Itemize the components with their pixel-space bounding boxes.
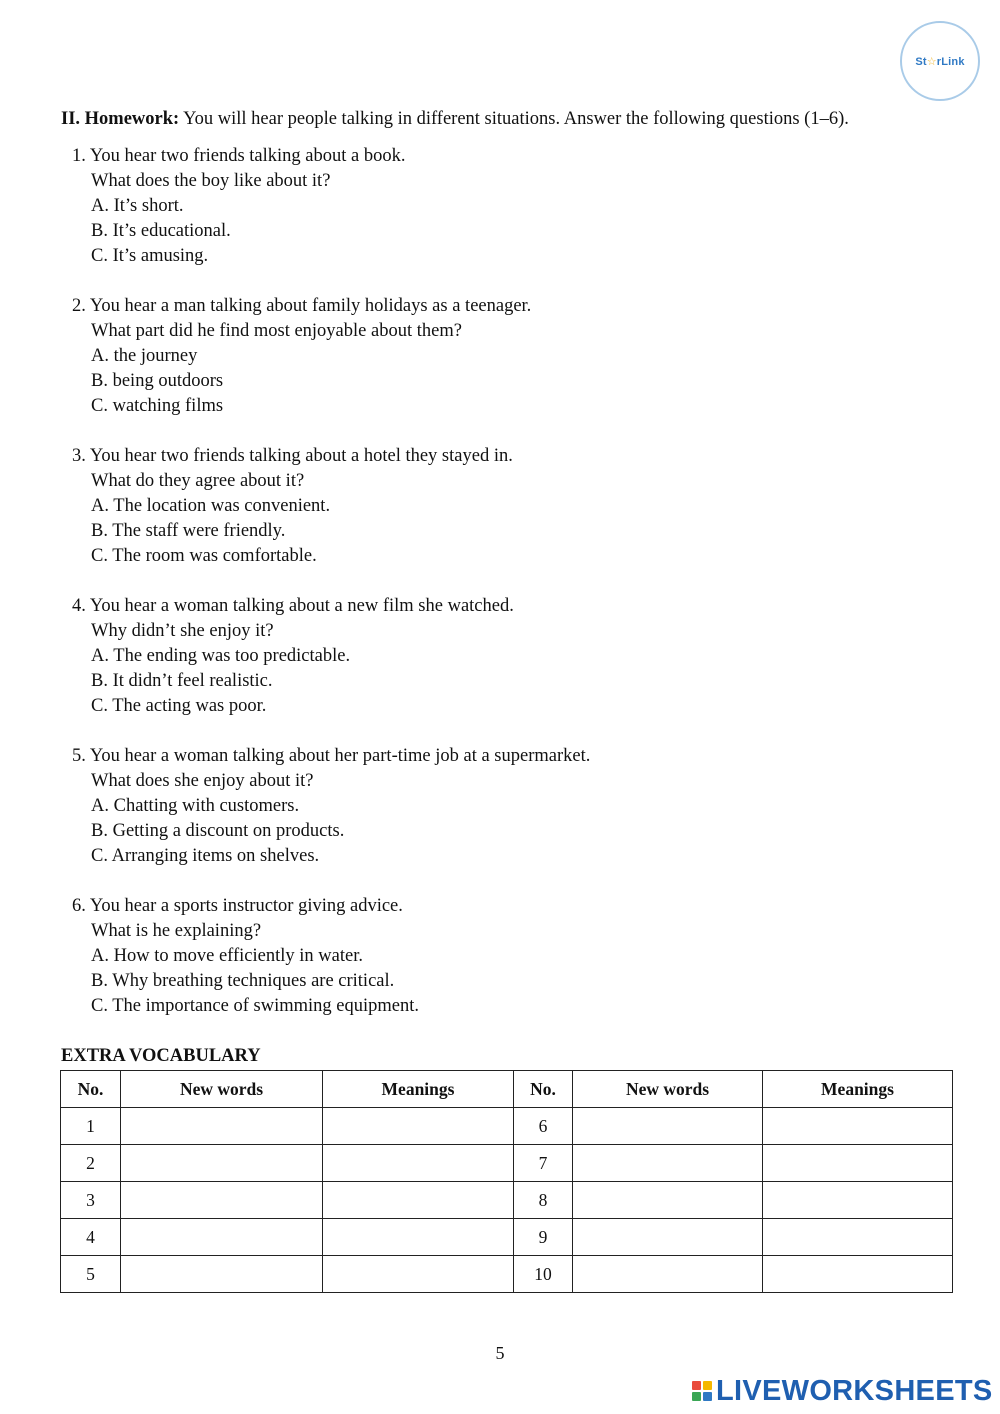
new-word-cell[interactable]: [121, 1108, 323, 1145]
row-number: 9: [514, 1219, 573, 1256]
new-word-cell[interactable]: [121, 1256, 323, 1293]
liveworksheets-logo[interactable]: [692, 1376, 993, 1406]
meaning-cell[interactable]: [763, 1256, 953, 1293]
question-2: [72, 294, 932, 419]
question-6: [72, 894, 932, 1019]
meaning-cell[interactable]: [323, 1219, 514, 1256]
column-header: Meanings: [763, 1071, 953, 1108]
answer-option[interactable]: C. It’s amusing.: [91, 246, 209, 266]
answer-option[interactable]: C. The importance of swimming equipment.: [91, 996, 419, 1016]
color-square: [692, 1381, 701, 1390]
answer-option[interactable]: B. The staff were friendly.: [91, 521, 286, 541]
answer-option[interactable]: A. How to move efficiently in water.: [91, 946, 363, 966]
answer-option[interactable]: A. the journey: [91, 346, 198, 366]
column-header: No.: [514, 1071, 573, 1108]
column-header: New words: [121, 1071, 323, 1108]
question-prompt: 6. You hear a sports instructor giving advice.: [72, 896, 403, 916]
meaning-cell[interactable]: [323, 1182, 514, 1219]
question-prompt: 3. You hear two friends talking about a hotel they stayed in.: [72, 446, 513, 466]
color-square: [703, 1381, 712, 1390]
new-word-cell[interactable]: [573, 1108, 763, 1145]
question-prompt: 2. You hear a man talking about family holidays as a teenager.: [72, 296, 532, 316]
liveworksheets-wordmark: LIVEWORKSHEETS: [716, 1375, 993, 1407]
row-number: 6: [514, 1108, 573, 1145]
answer-option[interactable]: B. Why breathing techniques are critical.: [91, 971, 395, 991]
question-prompt: 5. You hear a woman talking about her part-time job at a supermarket.: [72, 746, 591, 766]
question-3: [72, 444, 932, 569]
question-text: What does she enjoy about it?: [91, 771, 314, 791]
answer-option[interactable]: B. being outdoors: [91, 371, 224, 391]
answer-option[interactable]: A. It’s short.: [91, 196, 184, 216]
table-header-row: [61, 1071, 953, 1108]
page-number: 5: [495, 1343, 505, 1363]
question-5: [72, 744, 932, 869]
meaning-cell[interactable]: [323, 1108, 514, 1145]
table-row: [61, 1256, 953, 1293]
answer-option[interactable]: B. It didn’t feel realistic.: [91, 671, 273, 691]
question-4: [72, 594, 932, 719]
table-row: [61, 1219, 953, 1256]
question-text: What do they agree about it?: [91, 471, 305, 491]
liveworksheets-icon: [692, 1381, 712, 1401]
answer-option[interactable]: B. Getting a discount on products.: [91, 821, 345, 841]
answer-option[interactable]: C. watching films: [91, 396, 224, 416]
new-word-cell[interactable]: [573, 1256, 763, 1293]
question-text: Why didn’t she enjoy it?: [91, 621, 274, 641]
table-row: [61, 1182, 953, 1219]
row-number: 10: [514, 1256, 573, 1293]
meaning-cell[interactable]: [763, 1182, 953, 1219]
color-square: [692, 1392, 701, 1401]
question-1: [72, 144, 932, 269]
column-header: New words: [573, 1071, 763, 1108]
new-word-cell[interactable]: [121, 1145, 323, 1182]
starlink-logo-text: St☆rLink: [915, 55, 965, 68]
question-text: What part did he find most enjoyable about them?: [91, 321, 462, 341]
question-text: What does the boy like about it?: [91, 171, 331, 191]
meaning-cell[interactable]: [763, 1145, 953, 1182]
new-word-cell[interactable]: [121, 1219, 323, 1256]
starlink-logo: [900, 21, 980, 101]
question-prompt: 1. You hear two friends talking about a book.: [72, 146, 406, 166]
row-number: 4: [61, 1219, 121, 1256]
table-row: [61, 1145, 953, 1182]
row-number: 7: [514, 1145, 573, 1182]
table-row: [61, 1108, 953, 1145]
column-header: Meanings: [323, 1071, 514, 1108]
question-list: [72, 144, 932, 1044]
question-prompt: 4. You hear a woman talking about a new film she watched.: [72, 596, 514, 616]
row-number: 8: [514, 1182, 573, 1219]
row-number: 1: [61, 1108, 121, 1145]
meaning-cell[interactable]: [763, 1219, 953, 1256]
new-word-cell[interactable]: [573, 1145, 763, 1182]
row-number: 5: [61, 1256, 121, 1293]
vocabulary-title: EXTRA VOCABULARY: [61, 1046, 261, 1066]
vocabulary-table: [60, 1070, 953, 1293]
question-text: What is he explaining?: [91, 921, 262, 941]
column-header: No.: [61, 1071, 121, 1108]
answer-option[interactable]: B. It’s educational.: [91, 221, 231, 241]
answer-option[interactable]: C. The acting was poor.: [91, 696, 267, 716]
row-number: 3: [61, 1182, 121, 1219]
star-icon: ☆: [926, 55, 937, 68]
answer-option[interactable]: C. The room was comfortable.: [91, 546, 317, 566]
new-word-cell[interactable]: [573, 1219, 763, 1256]
meaning-cell[interactable]: [763, 1108, 953, 1145]
color-square: [703, 1392, 712, 1401]
meaning-cell[interactable]: [323, 1145, 514, 1182]
homework-heading: [61, 107, 961, 131]
answer-option[interactable]: C. Arranging items on shelves.: [91, 846, 320, 866]
homework-label: II. Homework:: [61, 109, 180, 129]
meaning-cell[interactable]: [323, 1256, 514, 1293]
new-word-cell[interactable]: [121, 1182, 323, 1219]
homework-instructions: You will hear people talking in different situations. Answer the following questions (1–6).: [179, 109, 849, 129]
answer-option[interactable]: A. The location was convenient.: [91, 496, 331, 516]
answer-option[interactable]: A. Chatting with customers.: [91, 796, 300, 816]
answer-option[interactable]: A. The ending was too predictable.: [91, 646, 351, 666]
new-word-cell[interactable]: [573, 1182, 763, 1219]
row-number: 2: [61, 1145, 121, 1182]
